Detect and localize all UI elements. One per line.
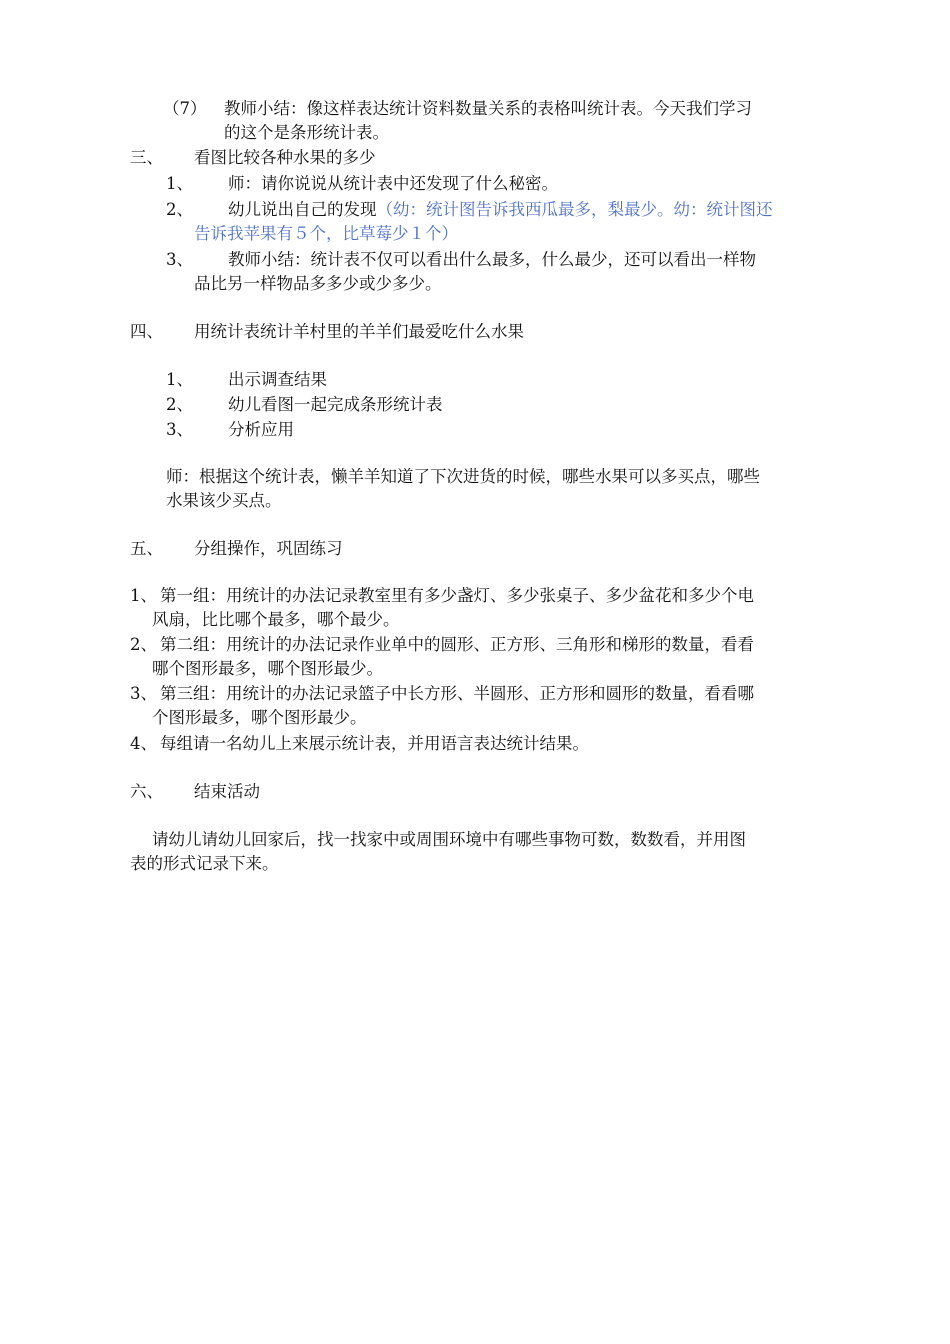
list-item: 个图形最多，哪个图形最少。 (152, 708, 367, 727)
item-number: 2、 (130, 635, 157, 654)
child-answer-note: （幼：统计图告诉我西瓜最多，梨最少。幼：统计图还 (376, 200, 773, 219)
item-number: 1、 (166, 370, 193, 389)
section-number: 六、 (130, 782, 163, 801)
item-number: 2、 (166, 200, 193, 219)
list-item: 分析应用 (228, 420, 294, 439)
paragraph-line: 师：根据这个统计表，懒羊羊知道了下次进货的时候，哪些水果可以多买点，哪些 (166, 467, 760, 486)
list-item: 第一组：用统计的办法记录教室里有多少盏灯、多少张桌子、多少盆花和多少个电 (160, 586, 754, 605)
list-item: 幼儿说出自己的发现（幼：统计图告诉我西瓜最多，梨最少。幼：统计图还 (228, 200, 773, 219)
section-heading: 结束活动 (194, 782, 260, 801)
list-item: 风扇，比比哪个最多，哪个最少。 (152, 610, 400, 629)
paragraph-line: 的这个是条形统计表。 (224, 123, 389, 142)
list-item: 第二组：用统计的办法记录作业单中的圆形、正方形、三角形和梯形的数量，看看 (160, 635, 754, 654)
list-item: 教师小结：统计表不仅可以看出什么最多，什么最少，还可以看出一样物 (228, 250, 756, 269)
section-heading: 用统计表统计羊村里的羊羊们最爱吃什么水果 (194, 322, 524, 341)
list-item: 出示调查结果 (228, 370, 327, 389)
paragraph-line: 教师小结：像这样表达统计资料数量关系的表格叫统计表。今天我们学习 (224, 99, 752, 118)
section-number: 三、 (130, 148, 163, 167)
list-item: 每组请一名幼儿上来展示统计表，并用语言表达统计结果。 (160, 734, 589, 753)
list-item: 品比另一样物品多多少或少多少。 (194, 274, 442, 293)
item-number: 1、 (130, 586, 157, 605)
item-number: 2、 (166, 395, 193, 414)
list-item: 幼儿看图一起完成条形统计表 (228, 395, 443, 414)
list-item: 第三组：用统计的办法记录篮子中长方形、半圆形、正方形和圆形的数量，看看哪 (160, 684, 754, 703)
section-heading: 看图比较各种水果的多少 (194, 148, 376, 167)
paragraph-line: 请幼儿请幼儿回家后，找一找家中或周围环境中有哪些事物可数，数数看，并用图 (152, 830, 746, 849)
item-number: 3、 (166, 420, 193, 439)
section-number: 五、 (130, 539, 163, 558)
paragraph-line: 表的形式记录下来。 (130, 854, 279, 873)
section-heading: 分组操作，巩固练习 (194, 539, 343, 558)
paragraph-line: 水果该少买点。 (166, 491, 282, 510)
item-number: （7） (163, 99, 207, 118)
list-item: 师：请你说说从统计表中还发现了什么秘密。 (228, 174, 558, 193)
item-number: 1、 (166, 174, 193, 193)
child-answer-note: 告诉我苹果有５个，比草莓少１个） (194, 224, 458, 243)
section-number: 四、 (130, 322, 163, 341)
item-number: 4、 (130, 734, 157, 753)
list-item: 哪个图形最多，哪个图形最少。 (152, 659, 383, 678)
item-number: 3、 (130, 684, 157, 703)
item-number: 3、 (166, 250, 193, 269)
